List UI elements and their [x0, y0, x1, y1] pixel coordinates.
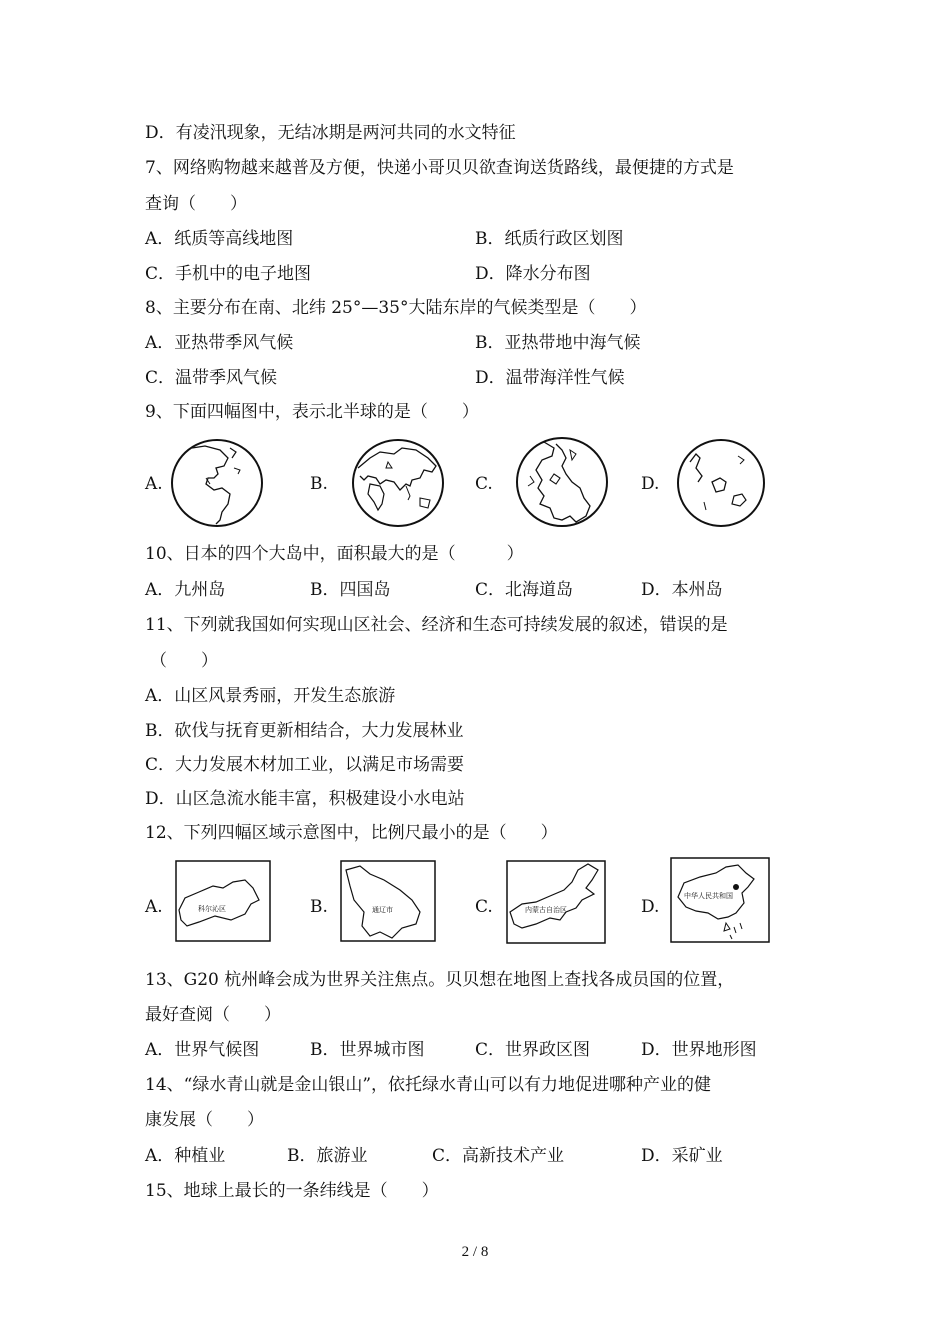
q8-stem: 8、主要分布在南、北纬 25°—35°大陆东岸的气候类型是（ ）	[145, 298, 647, 318]
q11-option-a: A．山区风景秀丽，开发生态旅游	[145, 686, 396, 706]
q12-map-a-text: 科尔沁区	[198, 905, 226, 913]
q7-option-d: D．降水分布图	[475, 264, 591, 284]
q7-stem-cont: 查询（ ）	[145, 194, 247, 214]
q15-stem: 15、地球上最长的一条纬线是（ ）	[145, 1181, 439, 1201]
q10-option-b: B．四国岛	[310, 580, 391, 600]
q7-option-a: A．纸质等高线地图	[145, 229, 294, 249]
q6-option-d: D．有凌汛现象，无结冰期是两河共同的水文特征	[145, 123, 516, 143]
q12-label-a: A.	[145, 897, 163, 917]
q9-globe-c	[514, 436, 610, 528]
q11-option-c: C．大力发展木材加工业，以满足市场需要	[145, 755, 465, 775]
q13-stem: 13、G20 杭州峰会成为世界关注焦点。贝贝想在地图上查找各成员国的位置，	[145, 970, 735, 990]
q9-label-c: C.	[475, 474, 493, 494]
q12-map-c	[506, 860, 606, 944]
q9-label-b: B.	[310, 474, 328, 494]
q10-option-d: D．本州岛	[641, 580, 723, 600]
q11-stem-cont: （ ）	[150, 651, 218, 671]
q12-map-b	[340, 860, 436, 942]
q8-option-a: A．亚热带季风气候	[145, 333, 294, 353]
q12-map-d-text: 中华人民共和国	[684, 892, 733, 900]
q12-label-d: D.	[641, 897, 660, 917]
q9-stem: 9、下面四幅图中，表示北半球的是（ ）	[145, 402, 479, 422]
q10-stem: 10、日本的四个大岛中，面积最大的是（ ）	[145, 544, 524, 564]
q12-label-b: B.	[310, 897, 328, 917]
page-number: 2 / 8	[461, 1244, 489, 1260]
q10-option-c: C．北海道岛	[475, 580, 574, 600]
q8-option-b: B．亚热带地中海气候	[475, 333, 641, 353]
q9-globe-b	[350, 438, 446, 528]
q9-globe-a	[170, 438, 264, 528]
q13-option-b: B．世界城市图	[310, 1040, 425, 1060]
q14-option-d: D．采矿业	[641, 1146, 723, 1166]
q14-option-a: A．种植业	[145, 1146, 226, 1166]
q7-stem: 7、网络购物越来越普及方便，快递小哥贝贝欲查询送货路线，最便捷的方式是	[145, 158, 734, 178]
q11-option-d: D．山区急流水能丰富，积极建设小水电站	[145, 789, 465, 809]
q11-option-b: B．砍伐与抚育更新相结合，大力发展林业	[145, 721, 464, 741]
q9-globe-d	[676, 438, 766, 528]
q7-option-c: C．手机中的电子地图	[145, 264, 312, 284]
q12-stem: 12、下列四幅区域示意图中，比例尺最小的是（ ）	[145, 823, 558, 843]
q12-map-b-text: 通辽市	[372, 906, 393, 914]
q13-stem-cont: 最好查阅（ ）	[145, 1005, 281, 1025]
q11-stem: 11、下列就我国如何实现山区社会、经济和生态可持续发展的叙述，错误的是	[145, 615, 728, 635]
q9-label-d: D.	[641, 474, 660, 494]
q14-option-c: C．高新技术产业	[432, 1146, 565, 1166]
q14-stem: 14、“绿水青山就是金山银山”，依托绿水青山可以有力地促进哪种产业的健	[145, 1075, 712, 1095]
q13-option-c: C．世界政区图	[475, 1040, 591, 1060]
q9-label-a: A.	[145, 474, 163, 494]
q13-option-a: A．世界气候图	[145, 1040, 260, 1060]
q12-map-a	[175, 860, 271, 942]
q8-option-d: D．温带海洋性气候	[475, 368, 625, 388]
q13-option-d: D．世界地形图	[641, 1040, 757, 1060]
q12-map-c-text: 内蒙古自治区	[525, 906, 567, 914]
q8-option-c: C．温带季风气候	[145, 368, 278, 388]
q7-option-b: B．纸质行政区划图	[475, 229, 624, 249]
q14-stem-cont: 康发展（ ）	[145, 1110, 264, 1130]
q12-label-c: C.	[475, 897, 493, 917]
q14-option-b: B．旅游业	[287, 1146, 368, 1166]
q10-option-a: A．九州岛	[145, 580, 226, 600]
